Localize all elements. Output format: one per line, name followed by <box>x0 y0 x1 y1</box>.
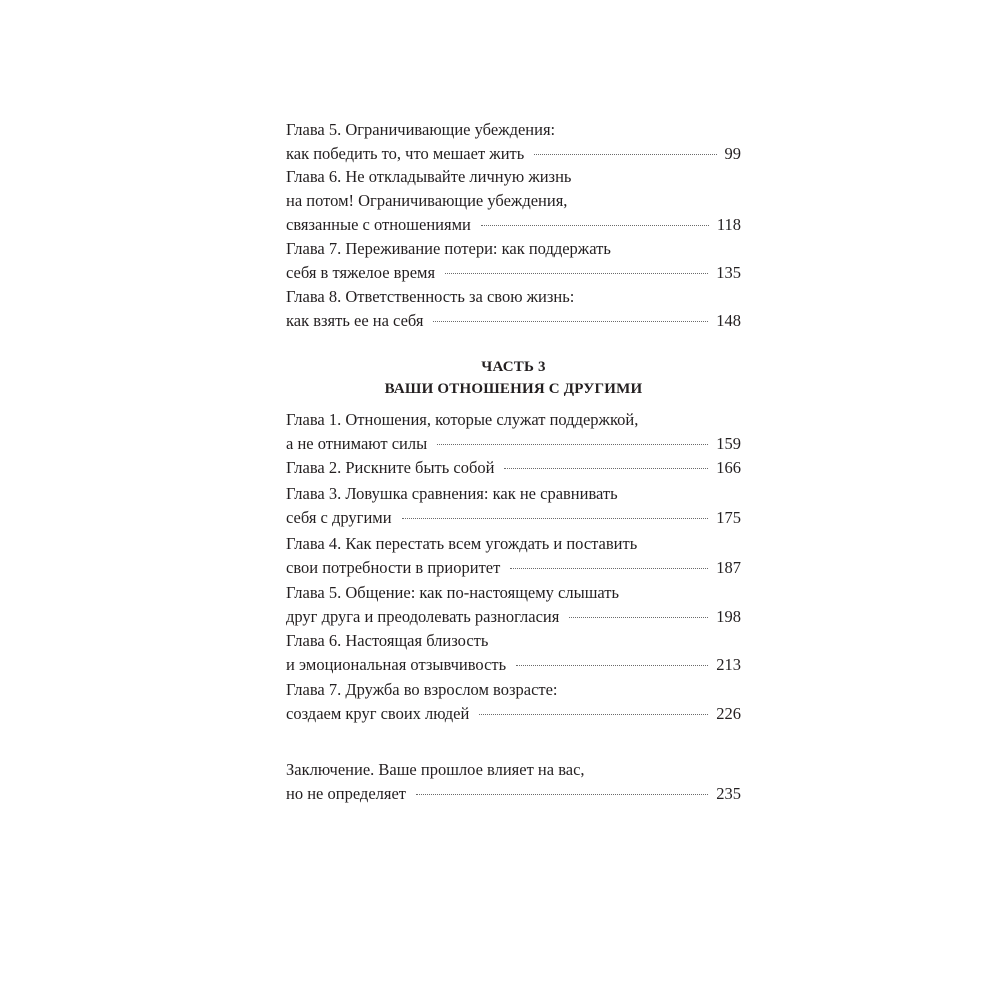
toc-entry[interactable] <box>286 532 741 580</box>
dot-leader <box>445 273 708 274</box>
entry-title-line: Глава 7. Переживание потери: как поддержать <box>286 239 611 258</box>
part-label: ЧАСТЬ 3 <box>481 359 546 375</box>
entry-title-line: Глава 6. Настоящая близость <box>286 631 489 650</box>
part-title: ВАШИ ОТНОШЕНИЯ С ДРУГИМИ <box>384 381 643 397</box>
toc-entry[interactable] <box>286 678 741 726</box>
entry-title-line: Заключение. Ваше прошлое влияет на вас, <box>286 760 585 779</box>
entry-title-line: Глава 1. Отношения, которые служат поддержкой, <box>286 410 639 429</box>
dot-leader <box>402 518 709 519</box>
entry-title-line: друг друга и преодолевать разногласия <box>286 607 560 626</box>
page-number: 198 <box>716 607 741 626</box>
dot-leader <box>416 794 708 795</box>
page-number: 135 <box>716 263 741 282</box>
entry-title-line: Глава 5. Ограничивающие убеждения: <box>286 120 556 139</box>
entry-title-line: но не определяет <box>286 784 406 803</box>
entry-title-line: создаем круг своих людей <box>286 704 470 723</box>
entry-title-line: как победить то, что мешает жить <box>286 144 525 163</box>
dot-leader <box>534 154 716 155</box>
toc-entry-conclusion[interactable] <box>286 758 741 806</box>
dot-leader <box>510 568 708 569</box>
toc-entry[interactable] <box>286 629 741 677</box>
entry-title-line: Глава 8. Ответственность за свою жизнь: <box>286 287 575 306</box>
toc-entry[interactable] <box>286 118 741 166</box>
toc-page <box>286 0 741 1000</box>
toc-entry[interactable] <box>286 482 741 530</box>
entry-title-line: свои потребности в приоритет <box>286 558 501 577</box>
entry-title-line: как взять ее на себя <box>286 311 424 330</box>
dot-leader <box>433 321 708 322</box>
entry-title-line: и эмоциональная отзывчивость <box>286 655 507 674</box>
page-number: 99 <box>724 144 741 163</box>
entry-title-line: Глава 4. Как перестать всем угождать и поставить <box>286 534 638 553</box>
dot-leader <box>504 468 708 469</box>
entry-title-line: Глава 3. Ловушка сравнения: как не сравнивать <box>286 484 618 503</box>
entry-title-line: а не отнимают силы <box>286 434 428 453</box>
toc-entry[interactable] <box>286 237 741 285</box>
page-number: 235 <box>716 784 741 803</box>
page-number: 166 <box>716 458 741 477</box>
dot-leader <box>481 225 709 226</box>
toc-entry[interactable] <box>286 408 741 456</box>
entry-title-line: себя в тяжелое время <box>286 263 436 282</box>
page-number: 118 <box>716 215 741 234</box>
dot-leader <box>569 617 708 618</box>
page-number: 187 <box>716 558 741 577</box>
toc-entry[interactable] <box>286 581 741 629</box>
page-number: 159 <box>716 434 741 453</box>
page-number: 213 <box>716 655 741 674</box>
entry-title-line: связанные с отношениями <box>286 215 471 234</box>
entry-title-line: Глава 2. Рискните быть собой <box>286 458 495 477</box>
page-number: 226 <box>716 704 741 723</box>
entry-title-line: себя с другими <box>286 508 392 527</box>
entry-title-line: на потом! Ограничивающие убеждения, <box>286 191 568 210</box>
dot-leader <box>479 714 708 715</box>
entry-title-line: Глава 7. Дружба во взрослом возрасте: <box>286 680 558 699</box>
dot-leader <box>516 665 708 666</box>
entry-title-line: Глава 5. Общение: как по-настоящему слышать <box>286 583 620 602</box>
toc-entry[interactable] <box>286 285 741 333</box>
dot-leader <box>437 444 708 445</box>
toc-entry[interactable] <box>286 165 741 237</box>
toc-entry[interactable] <box>286 456 741 480</box>
page-number: 148 <box>716 311 741 330</box>
page-number: 175 <box>716 508 741 527</box>
entry-title-line: Глава 6. Не откладывайте личную жизнь <box>286 167 572 186</box>
